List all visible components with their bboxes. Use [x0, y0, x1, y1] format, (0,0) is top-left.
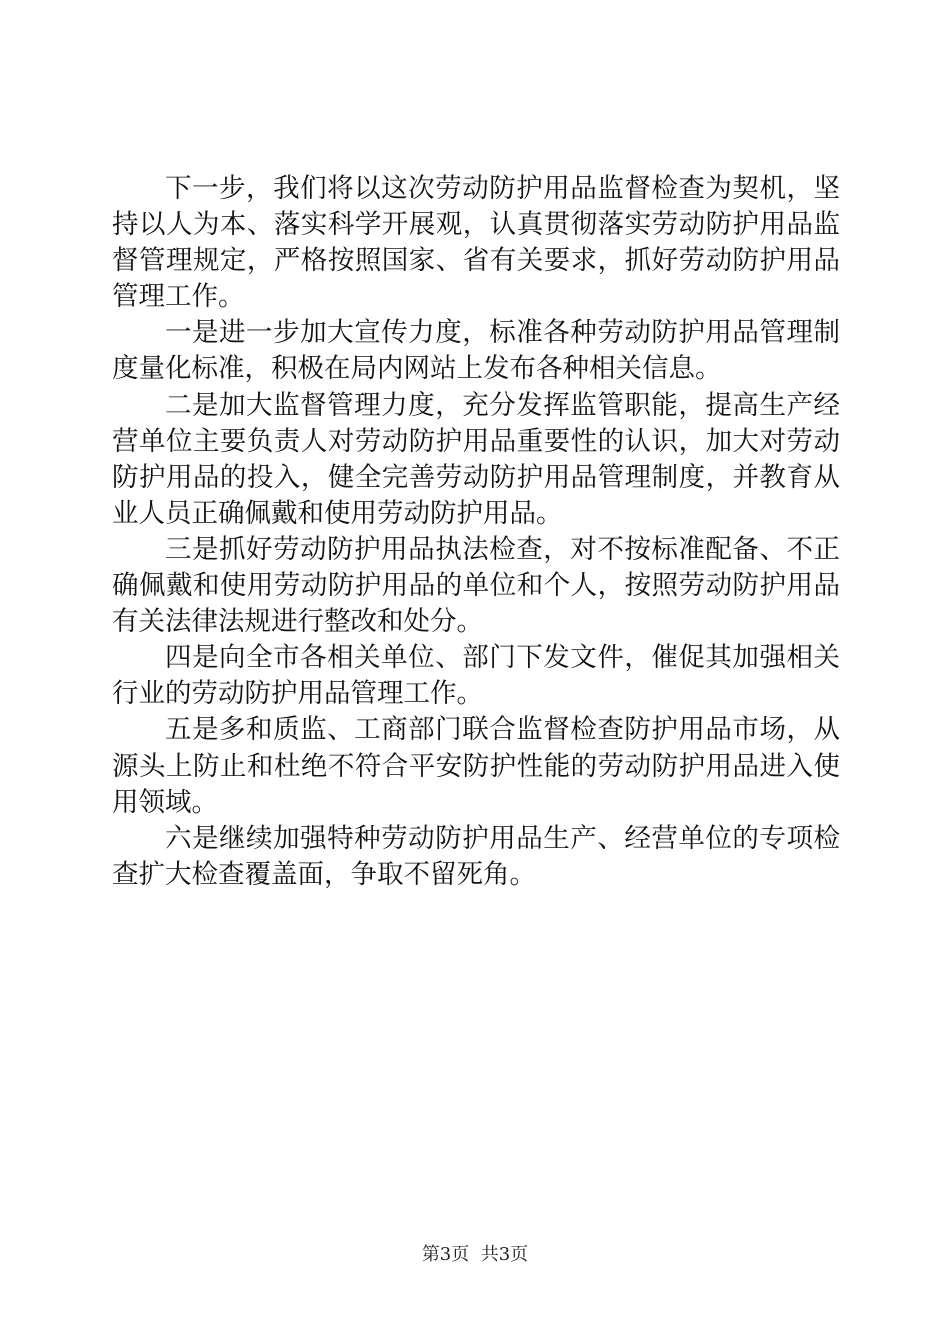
paragraph-item-6: 六是继续加强特种劳动防护用品生产、经营单位的专项检查扩大检查覆盖面，争取不留死角。	[112, 822, 840, 890]
page-footer	[0, 1243, 950, 1267]
paragraph-item-1: 一是进一步加大宣传力度，标准各种劳动防护用品管理制度量化标准，积极在局内网站上发布各种相关信息。	[112, 317, 840, 385]
paragraph-next-step: 下一步，我们将以这次劳动防护用品监督检查为契机，坚持以人为本、落实科学开展观，认真贯彻落实劳动防护用品监督管理规定，严格按照国家、省有关要求，抓好劳动防护用品管理工作。	[112, 173, 840, 313]
page-number: 第3页 共3页	[421, 1244, 529, 1265]
paragraph-item-4: 四是向全市各相关单位、部门下发文件，催促其加强相关行业的劳动防护用品管理工作。	[112, 642, 840, 710]
paragraph-item-2: 二是加大监督管理力度，充分发挥监管职能，提高生产经营单位主要负责人对劳动防护用品重要性的认识，加大对劳动防护用品的投入，健全完善劳动防护用品管理制度，并教育从业人员正确佩戴和使用劳动防护用品。	[112, 389, 840, 529]
document-body	[112, 171, 840, 893]
paragraph-item-3: 三是抓好劳动防护用品执法检查，对不按标准配备、不正确佩戴和使用劳动防护用品的单位和个人，按照劳动防护用品有关法律法规进行整改和处分。	[112, 533, 840, 638]
paragraph-item-5: 五是多和质监、工商部门联合监督检查防护用品市场，从源头上防止和杜绝不符合平安防护性能的劳动防护用品进入使用领域。	[112, 714, 840, 818]
